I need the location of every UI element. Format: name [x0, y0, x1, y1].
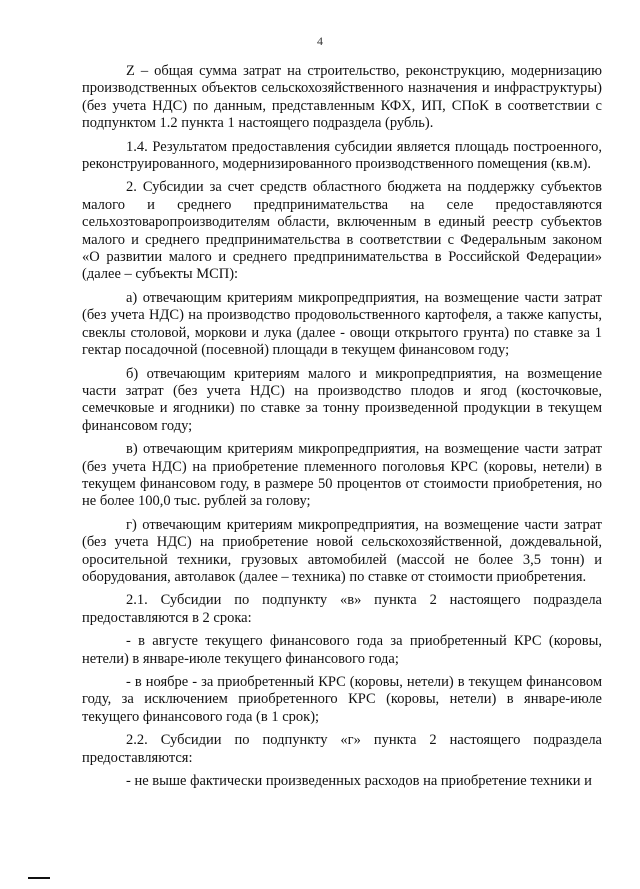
paragraph-2-v: в) отвечающим критериям микропредприятия, на возмещение части затрат (без учета НДС) на приобретение племенного поголовья КРС (коровы, нетели) в текущем финансовом году, в размере 50 процентов от стоимости приобретения, но не более 100,0 тыс. рублей за голову; [82, 441, 602, 510]
paragraph-2-g: г) отвечающим критериям микропредприятия, на возмещение части затрат (без учета НДС) на приобретение новой сельскохозяйственной, дождевальной, оросительной техники, грузовых автомобилей (массой не более 3,5 тонн) и оборудования, автолавок (далее – техника) по ставке от стоимости приобретения. [82, 516, 602, 585]
footer-line [28, 877, 50, 879]
paragraph-2-1: 2.1. Субсидии по подпункту «в» пункта 2 настоящего подраздела предоставляются в 2 срока: [82, 592, 602, 626]
list-item-november: - в ноябре - за приобретенный КРС (коровы, нетели) в текущем финансовом году, за исключением приобретенного КРС (коровы, нетели) в январе-июле текущего финансового года (в 1 срок); [82, 674, 602, 725]
list-item-august: - в августе текущего финансового года за приобретенный КРС (коровы, нетели) в январе-июле текущего финансового года; [82, 633, 602, 667]
paragraph-2-b: б) отвечающим критериям малого и микропредприятия, на возмещение части затрат (без учета НДС) на производство плодов и ягод (косточковые, семечковые и ягодники) по ставке за тонну произведенной продукции в текущем финансовом году; [82, 365, 602, 434]
list-item-expenses: - не выше фактически произведенных расходов на приобретение техники и [126, 773, 592, 790]
paragraph-2: 2. Субсидии за счет средств областного бюджета на поддержку субъектов малого и среднего предпринимательства на селе предоставляются сельхозтоваропроизводителям области, включенным в единый реестр субъектов малого и среднего предпринимательства в соответствии с Федеральным законом «О развитии малого и среднего предпринимательства в Российской Федерации» (далее – субъекты МСП): [82, 179, 602, 283]
paragraph-1-4: 1.4. Результатом предоставления субсидии является площадь построенного, реконструированного, модернизированного производственного помещения (кв.м). [82, 138, 602, 173]
paragraph-2-a: а) отвечающим критериям микропредприятия, на возмещение части затрат (без учета НДС) на производство продовольственного картофеля, а также капусты, свеклы столовой, моркови и лука (далее - овощи открытого грунта) по ставке за 1 гектар посадочной (посевной) площади в текущем финансовом году; [82, 289, 602, 359]
paragraph-z-definition: Z – общая сумма затрат на строительство, реконструкцию, модернизацию производственных объектов сельскохозяйственного назначения и инфраструктуры) (без учета НДС) по данным, представленным КФХ, ИП, СПоК в соответствии с подпунктом 1.2 пункта 1 настоящего подраздела (рубль). [82, 63, 602, 132]
page-number: 4 [317, 34, 323, 48]
document-body [82, 63, 602, 796]
paragraph-2-2: 2.2. Субсидии по подпункту «г» пункта 2 настоящего подраздела предоставляются: [82, 732, 602, 766]
